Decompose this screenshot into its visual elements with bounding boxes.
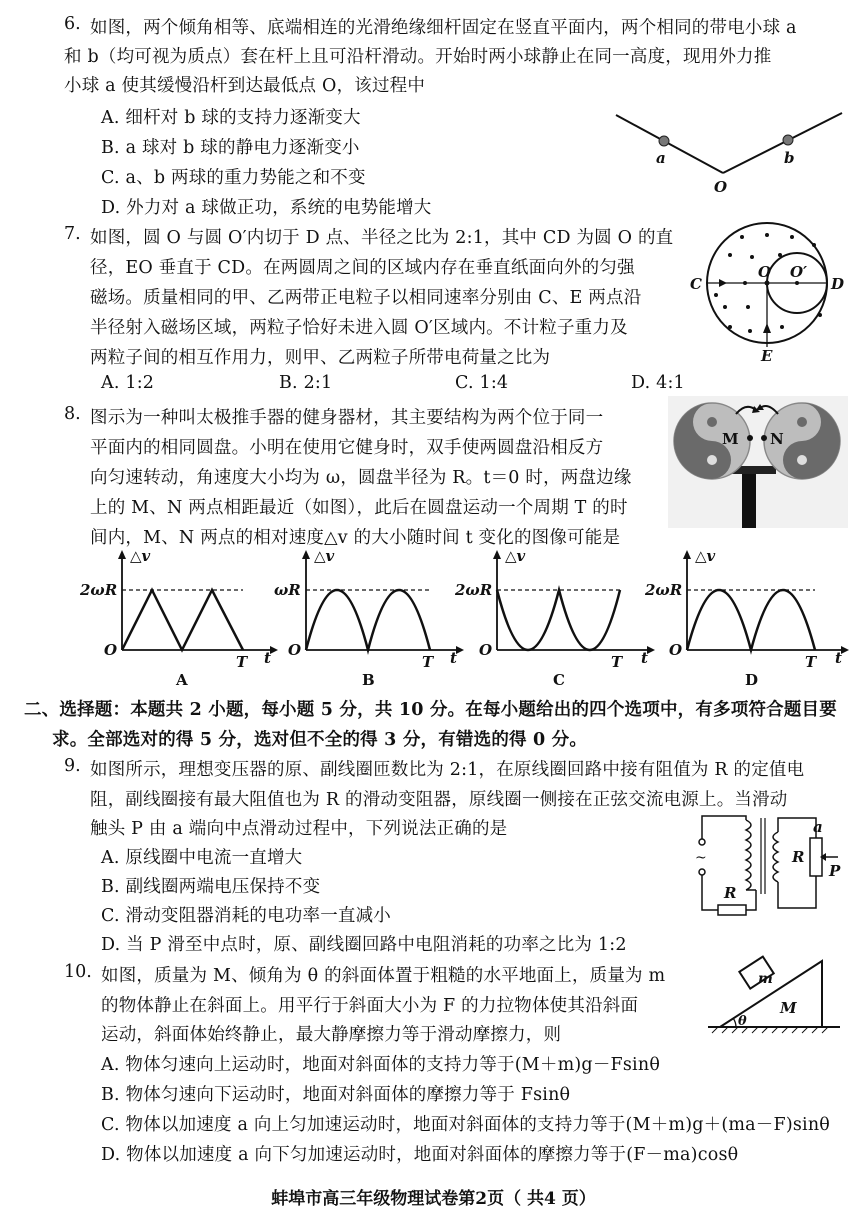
q8-number: 8. bbox=[64, 404, 81, 424]
label-o: O bbox=[758, 263, 772, 281]
graph-b-origin: O bbox=[288, 641, 302, 659]
graph-a-ytick: 2ωR bbox=[80, 581, 118, 599]
q9-figure-transformer-circuit bbox=[688, 810, 858, 922]
q8-stem-line5: 间内，M、N 两点的相对速度△v 的大小随时间 t 变化的图像可能是 bbox=[90, 528, 621, 548]
graph-d-ytick: 2ωR bbox=[645, 581, 683, 599]
q9-stem-line1: 如图所示，理想变压器的原、副线圈匝数比为 2:1，在原线圈回路中接有阻值为 R 的定值电 bbox=[90, 760, 805, 780]
graph-c-ytick: 2ωR bbox=[455, 581, 493, 599]
label-a: a bbox=[813, 818, 823, 836]
section2-heading-line1: 二、选择题：本题共 2 小题，每小题 5 分，共 10 分。在每小题给出的四个选项中，有多项符合题目要 bbox=[24, 700, 837, 720]
label-b: b bbox=[784, 149, 795, 167]
q9-stem-line2: 阻，副线圈接有最大阻值也为 R 的滑动变阻器，原线圈一侧接在正弦交流电源上。当滑动 bbox=[90, 790, 788, 810]
ball-a bbox=[659, 136, 669, 146]
label-m-large: M bbox=[780, 999, 797, 1017]
q10-stem-line3: 运动，斜面体始终静止，最大静摩擦力等于滑动摩擦力，则 bbox=[101, 1025, 562, 1045]
q9-number: 9. bbox=[64, 756, 81, 776]
q6-stem-line3: 小球 a 使其缓慢沿杆到达最低点 O，该过程中 bbox=[64, 76, 426, 96]
q6-option-c: C. a、b 两球的重力势能之和不变 bbox=[101, 168, 366, 188]
label-o-prime: O′ bbox=[790, 263, 808, 281]
q9-option-b: B. 副线圈两端电压保持不变 bbox=[101, 877, 321, 897]
q10-option-a: A. 物体匀速向上运动时，地面对斜面体的支持力等于(M＋m)g－Fsinθ bbox=[101, 1055, 661, 1075]
graph-a-xtick: T bbox=[236, 653, 248, 671]
label-m-small: m bbox=[758, 971, 773, 987]
q6-number: 6. bbox=[64, 14, 81, 34]
resistor-r-primary bbox=[718, 905, 746, 915]
q9-option-d: D. 当 P 滑至中点时，原、副线圈回路中电阻消耗的功率之比为 1:2 bbox=[101, 935, 627, 955]
q6-stem-line1: 如图，两个倾角相等、底端相连的光滑绝缘细杆固定在竖直平面内，两个相同的带电小球 a bbox=[90, 18, 797, 38]
graph-d-xtick: T bbox=[805, 653, 817, 671]
q8-figure-taiji-device bbox=[668, 396, 848, 528]
label-e: E bbox=[761, 347, 773, 365]
q7-stem-line4: 半径射入磁场区域，两粒子恰好未进入圆 O′区域内。不计粒子重力及 bbox=[90, 318, 628, 338]
label-r-fixed: R bbox=[724, 884, 737, 902]
label-d: D bbox=[831, 275, 845, 293]
q6-stem-line2: 和 b（均可视为质点）套在杆上且可沿杆滑动。开始时两小球静止在同一高度，现用外力推 bbox=[64, 47, 772, 67]
ac-source-symbol: ~ bbox=[695, 850, 707, 866]
q6-option-b: B. a 球对 b 球的静电力逐渐变小 bbox=[101, 138, 360, 158]
q8-graph-d bbox=[645, 545, 855, 690]
label-o: O bbox=[714, 178, 728, 196]
q9-option-c: C. 滑动变阻器消耗的电功率一直减小 bbox=[101, 906, 391, 926]
graph-b-ytick: ωR bbox=[274, 581, 301, 599]
graph-a-ylabel: △v bbox=[130, 547, 151, 565]
q8-stem-line1: 图示为一种叫太极推手器的健身器材，其主要结构为两个位于同一 bbox=[90, 408, 604, 428]
q7-stem-line1: 如图，圆 O 与圆 O′内切于 D 点、半径之比为 2:1，其中 CD 为圆 O 的直 bbox=[90, 228, 674, 248]
q7-figure-circles bbox=[690, 215, 860, 365]
q10-stem-line1: 如图，质量为 M、倾角为 θ 的斜面体置于粗糙的水平地面上，质量为 m bbox=[101, 966, 666, 986]
q7-stem-line5: 两粒子间的相互作用力，则甲、乙两粒子所带电荷量之比为 bbox=[90, 348, 551, 368]
label-n: N bbox=[770, 430, 784, 448]
graph-c-ylabel: △v bbox=[505, 547, 526, 565]
q7-stem-line2: 径，EO 垂直于 CD。在两圆周之间的区域内存在垂直纸面向外的匀强 bbox=[90, 258, 635, 278]
q7-option-a: A. 1:2 bbox=[101, 373, 155, 393]
q8-stem-line3: 向匀速转动，角速度大小均为 ω，圆盘半径为 R。t＝0 时，两盘边缘 bbox=[90, 468, 632, 488]
q10-number: 10. bbox=[64, 962, 92, 982]
q8-stem-line4: 上的 M、N 两点相距最近（如图），此后在圆盘运动一个周期 T 的时 bbox=[90, 498, 628, 518]
q10-figure-incline bbox=[700, 955, 850, 1035]
q6-option-d: D. 外力对 a 球做正功，系统的电势能增大 bbox=[101, 198, 432, 218]
graph-b-letter: B bbox=[362, 671, 375, 689]
graph-b-xtick: T bbox=[422, 653, 434, 671]
graph-b-xlabel: t bbox=[450, 649, 457, 667]
q10-stem-line2: 的物体静止在斜面上。用平行于斜面大小为 F 的力拉物体使其沿斜面 bbox=[101, 996, 639, 1016]
graph-c-letter: C bbox=[553, 671, 565, 689]
ball-b bbox=[783, 135, 793, 145]
q8-graph-a bbox=[80, 545, 280, 690]
graph-c-xlabel: t bbox=[641, 649, 648, 667]
q6-option-a: A. 细杆对 b 球的支持力逐渐变大 bbox=[101, 108, 361, 128]
q8-stem-line2: 平面内的相同圆盘。小明在使用它健身时，双手使两圆盘沿相反方 bbox=[90, 438, 604, 458]
q7-option-d: D. 4:1 bbox=[631, 373, 685, 393]
q9-option-a: A. 原线圈中电流一直增大 bbox=[101, 848, 303, 868]
q7-option-c: C. 1:4 bbox=[455, 373, 509, 393]
q10-option-b: B. 物体匀速向下运动时，地面对斜面体的摩擦力等于 Fsinθ bbox=[101, 1085, 571, 1105]
graph-a-letter: A bbox=[176, 671, 188, 689]
label-p: P bbox=[829, 862, 841, 880]
q7-stem-line3: 磁场。质量相同的甲、乙两带正电粒子以相同速率分别由 C、E 两点沿 bbox=[90, 288, 642, 308]
graph-b-ylabel: △v bbox=[314, 547, 335, 565]
graph-a-origin: O bbox=[104, 641, 118, 659]
page-footer: 蚌埠市高三年级物理试卷第2页（ 共4 页） bbox=[271, 1189, 596, 1209]
q6-figure-rods bbox=[610, 105, 850, 195]
graph-d-origin: O bbox=[669, 641, 683, 659]
label-c: C bbox=[690, 275, 702, 293]
q7-option-b: B. 2:1 bbox=[279, 373, 333, 393]
label-theta: θ bbox=[738, 1014, 747, 1029]
graph-c-xtick: T bbox=[611, 653, 623, 671]
label-r-rheostat: R bbox=[792, 848, 805, 866]
label-m: M bbox=[722, 430, 739, 448]
q8-graph-b bbox=[270, 545, 470, 690]
graph-a-xlabel: t bbox=[264, 649, 271, 667]
section2-heading-line2: 求。全部选对的得 5 分，选对但不全的得 3 分，有错选的得 0 分。 bbox=[52, 730, 588, 750]
q7-number: 7. bbox=[64, 224, 81, 244]
q9-stem-line3: 触头 P 由 a 端向中点滑动过程中，下列说法正确的是 bbox=[90, 819, 508, 839]
q10-option-c: C. 物体以加速度 a 向上匀加速运动时，地面对斜面体的支持力等于(M＋m)g＋(ma－F)sinθ bbox=[101, 1115, 831, 1135]
graph-c-origin: O bbox=[479, 641, 493, 659]
graph-d-xlabel: t bbox=[835, 649, 842, 667]
q8-graph-c bbox=[455, 545, 655, 690]
label-a: a bbox=[656, 149, 666, 167]
graph-d-ylabel: △v bbox=[695, 547, 716, 565]
graph-d-letter: D bbox=[745, 671, 759, 689]
q10-option-d: D. 物体以加速度 a 向下匀加速运动时，地面对斜面体的摩擦力等于(F－ma)cosθ bbox=[101, 1145, 739, 1165]
